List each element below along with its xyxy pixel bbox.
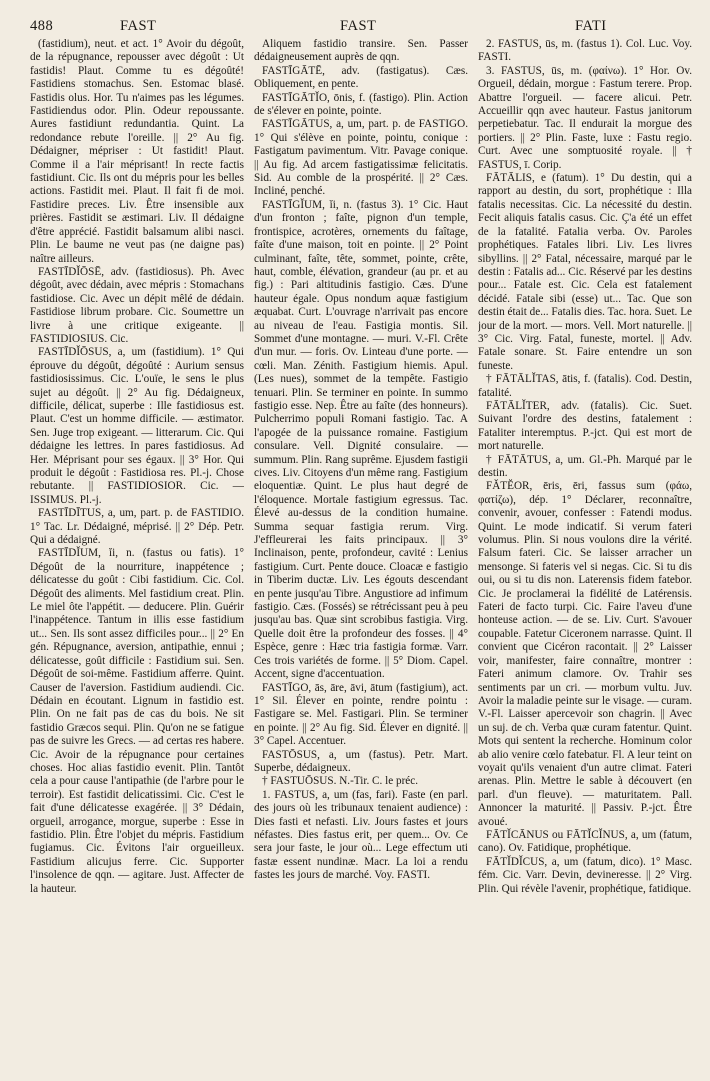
right-column [478, 38, 692, 1078]
dictionary-entry: FASTĪGO, ās, āre, āvi, ātum (fastigium), act. 1° Sil. Élever en pointe, rendre pointu : Fastigare se. Mel. Fastigari. Plin. Se terminer en pointe. || 2° Au fig. Sid. Élever en dignité. || 3° Capel. Accentuer. [254, 681, 468, 748]
dictionary-entry: FASTĪDĬŌSĒ, adv. (fastidiosus). Ph. Avec dégoût, avec dédain, avec mépris : Stomachans fastidiose. Cic. Avec un dépit mêlé de dédain. Fastidiose librum probare. Cic. Soumettre un livre à une critique exigeante. || FASTIDIOSIUS. Cic. [30, 265, 244, 345]
dictionary-entry: FASTĪDĬŌSUS, a, um (fastidium). 1° Qui éprouve du dégoût, dégoûté : Aurium sensus fastidiosissimus. Cic. L'ouïe, le sens le plus sujet au dégoût. || 2° Au fig. Dédaigneux, difficile, délicat, superbe : Ille fastidiosus est. Plaut. C'est un homme difficile. — æstimator. Sen. Juge trop exigeant. — litterarum. Cic. Qui dédaigne les lettres. In pares fastidiosus. Ad Her. Méprisant pour ses égaux. || 3° Hor. Qui produit le dégoût : Fastidiosa res. Pl.-j. Chose rebutante. || FASTIDIOSIOR. Cic. — ISSIMUS. Pl.-j. [30, 346, 244, 506]
dictionary-entry: FASTŌSUS, a, um (fastus). Petr. Mart. Superbe, dédaigneux. [254, 748, 468, 774]
dictionary-entry: † FĀTĀTUS, a, um. Gl.-Ph. Marqué par le destin. [478, 453, 692, 479]
dictionary-entry: FASTĪDĬUM, ĭi, n. (fastus ou fatis). 1° Dégoût de la nourriture, inappétence ; délicatesse du goût : Cibi fastidium. Cic. Col. Dégoût des aliments. Mel fastidium creat. Plin. Le miel ôte l'appétit. — deducere. Plin. Guérir l'inappétence. Tantum in illis esse fastidium ut... Sen. Ils sont assez difficiles pour... || 2° En gén. Répugnance, aversion, antipathie, ennui ; délicatesse, goût difficile : Fastidium sui. Sen. Dégoût de soi-même. Fastidium afferre. Quint. Causer de l'aversion. Fastidium audiendi. Cic. Dédain en écoutant. Lignum in fastidio est. Plin. On ne fait pas de cas du bois. Ne sit fastidio Græcos sequi. Plin. Qu'on ne se fatigue pas de suivre les Grecs. — ad certas res habere. Cic. Avoir de la répugnance pour certaines choses. Hoc alias fastidio evenit. Plin. Tantôt cela a pour cause l'antipathie (de l'arbre pour le terroir). Est fastidit delicatissimi. Cic. C'est le fait d'une délicatesse exagérée. || 3° Dédain, orgueil, arrogance, morgue, superbe : Esse in fastidio. Plin. Être l'objet du mépris. Fastidium fugiamus. Cic. Évitons l'air orgueilleux. Fastidium alicujus ferre. Cic. Supporter l'insolence de qqn. — agitare. Just. Affecter de la hauteur. [30, 547, 244, 895]
dictionary-entry: † FASTUŌSUS. N.-Tir. C. le préc. [262, 775, 419, 788]
running-header [30, 12, 700, 36]
dictionary-entry: FĀTĀLIS, e (fatum). 1° Du destin, qui a rapport au destin, du sort, prophétique : Illa fatalis necessitas. Cic. La nécessité du destin. Fecit aliquis fatalis casus. Cic. Ç'a été un effet de la fatalité. Fatalia verba. Ov. Paroles prophétiques. Fatales libri. Liv. Les livres sibyllins. || 2° Fatal, nécessaire, marqué par le destin : Fatalis ad... Cic. Réservé par les destins pour... Fatale est. Cic. Cela est fatalement décidé. Fatale sibi (esse) ut... Tac. Que son destin était de... Fatalis dies. Tac. hora. Suet. Le jour de la mort. — mors. Vell. Mort naturelle. || 3° Cic. Virg. Fatal, funeste, mortel. || Adv. Fatale sonare. St. Faire entendre un son funeste. [478, 172, 692, 372]
dictionary-entry: FASTĪGĀTĒ, adv. (fastigatus). Cæs. Obliquement, en pente. [254, 64, 468, 91]
left-column [30, 38, 244, 1078]
dictionary-entry: 2. FASTUS, ūs, m. (fastus 1). Col. Luc. Voy. FASTI. [478, 38, 692, 64]
dictionary-entry: FASTĪGĀTĬO, ōnis, f. (fastigo). Plin. Action de s'élever en pointe, pointe. [254, 91, 468, 118]
dictionary-entry: (fastidium), neut. et act. 1° Avoir du dégoût, de la répugnance, repousser avec dégoût : Ut fastidis! Plaut. Comme tu es dégoûté! Fastidiens stomachus. Sen. Estomac blasé. Fastidis olus. Hor. Tu n'aimes pas les légumes. Fastidiendus odor. Plin. Odeur repoussante. Aures fastidiunt redundantia. Quint. La redondance rebute l'oreille. || 2° Au fig. Dédaigner, mépriser : Ut fastidit! Plaut. Comme il a l'air méprisant! In recte factis fastidiunt. Cic. Ils ont du mépris pour les belles actions. Fastidit mei. Plaut. Il fait fi de moi. Fastidire preces. Liv. Être insensible aux prières. Fastidit se æstimari. Liv. Il dédaigne d'être apprécié. Fastidit balsamum alibi nasci. Plin. Le baume ne veut pas (ne daigne pas) naître ailleurs. [30, 38, 244, 265]
dictionary-entry: † FĀTĀLĬTAS, ātis, f. (fatalis). Cod. Destin, fatalité. [478, 373, 692, 399]
page-number: 488 [30, 18, 54, 34]
middle-column [254, 38, 468, 1078]
dictionary-entry: 1. FASTUS, a, um (fas, fari). Faste (en parl. des jours où les tribunaux tenaient audience) : Dies fasti et nefasti. Liv. Jours fastes et jours néfastes. Dies fastus erit, per quem... Ov. Ce sera jour faste, le jour où... Lege effectum uti fastæ essent nundinæ. Macr. La loi a rendu fastes les jours de marché. Voy. FASTI. [254, 788, 468, 882]
dictionary-entry: FĀTĬCĀNUS ou FĀTĬCĬNUS, a, um (fatum, cano). Ov. Fatidique, prophétique. [478, 828, 692, 855]
header-left-word: FAST [120, 18, 157, 34]
header-center-word: FAST [340, 18, 377, 34]
dictionary-entry: FASTĪDĪTUS, a, um, part. p. de FASTIDIO. 1° Tac. Lr. Dédaigné, méprisé. || 2° Dép. Petr. Qui a dédaigné. [30, 507, 244, 547]
header-right-word: FATI [575, 18, 607, 34]
dictionary-entry: FĂTĔOR, ēris, ēri, fassus sum (φάω, φατίζω), dép. 1° Déclarer, reconnaître, convenir, avouer, confesser : Fatendi modus. Quint. Le mode indicatif. Si verum fateri volumus. Plin. Si nous voulons dire la vérité. Falsum fateri. Cic. Se laisser arracher un mensonge. Si fateris vel si negas. Cic. Si tu dis oui, ou si tu dis non. Laterensis fidem fatebor. Cic. Je proclamerai la fidélité de Latérensis. Fateri de facto turpi. Cic. Faire l'aveu d'une honteuse action. — de se. Liv. Curt. S'avouer coupable. Fatetur Ciceronem narrasse. Quint. Il convient que Cicéron racontait. || 2° Laisser voir, manifester, faire connaître, montrer : Fateri animum clamore. Ov. Trahir ses sentiments par un cri. — morbum vultu. Juv. Avoir la maladie peinte sur le visage. — curam. V.-Fl. Laisser apercevoir son chagrin. || Avec un suj. de ch. Verba quæ curam fatentur. Quint. Mots qui sentent la recherche. Hominum color ab alio venire cœlo fatebatur. Fl. A leur teint on voyait qu'ils venaient d'un autre climat. Fateri arenas. Plin. Mettre le sable à découvert (en parl. d'un fleuve). — maturitatem. Pall. Annoncer la maturité. || Passiv. P.-jct. Être avoué. [478, 480, 692, 828]
dictionary-entry: FASTĪGĀTUS, a, um, part. p. de FASTIGO. 1° Qui s'élève en pointe, pointu, conique : Fastigatum pavimentum. Vitr. Pavage conique. || Au fig. Ad arcem fastigatissimæ felicitatis. Sid. Au comble de la prospérité. || 2° Cæs. Incliné, penché. [254, 118, 468, 198]
dictionary-entry: FASTĪGĬUM, ĭi, n. (fastus 3). 1° Cic. Haut d'un fronton ; faîte, pignon d'un temple, frontispice, acrotères, ornements du faîtage, faîte d'une maison, toit en pointe. || 2° Point culminant, faîte, tête, sommet, pointe, crête, haut, comble, élévation, grandeur (au pr. et au fig.) : Pari altitudinis fastigio. Cæs. D'une hauteur égale. Opus nondum aquæ fastigium æquabat. Curt. L'ouvrage n'arrivait pas encore au niveau de l'eau. Fastigia montis. Sil. Sommet d'une montagne. — muri. V.-Fl. Crête d'un mur. — foris. Ov. Linteau d'une porte. — cœli. Man. Zénith. Fastigium hiemis. Apul. (Les nues), sommet de la tempête. Fastigio tenuari. Plin. Se terminer en pointe. In summo fastigio esse. Nep. Être au faîte (des honneurs). Pulcherrimo populi Romani fastigio. Tac. A l'apogée de la puissance romaine. Fastigium consulare. Vell. Dignité consulaire. — summum. Plin. Rang suprême. Ejusdem fastigii cives. Liv. Citoyens d'un même rang. Fastigium eloquentiæ. Quint. Le plus haut degré de l'éloquence. Mortale fastigium egressus. Tac. Élevé au-dessus de la condition humaine. Summa sequar fastigia rerum. Virg. J'effleurerai les faits principaux. || 3° Inclinaison, pente, profondeur, cavité : Lenius fastigium. Curt. Pente douce. Cloacæ e fastigio in Tiberim ductæ. Liv. Les égouts descendant en pente jusqu'au Tibre. Angustiore ad infimum fastigio. Cæs. (Fossés) se rétrécissant peu à peu jusqu'au bas. Quæ sint scrobibus fastigia. Virg. Quelle doit être la profondeur des fosses. || 4° Espèce, genre : Hæc tria fastigia formæ. Varr. Ces trois variétés de forme. || 5° Diom. Capel. Accent, signe d'accentuation. [254, 198, 468, 681]
dictionary-entry: FĀTĀLĬTER, adv. (fatalis). Cic. Suet. Suivant l'ordre des destins, fatalement : Fataliter interemptus. P.-jct. Qui est mort de mort naturelle. [478, 399, 692, 453]
dictionary-entry: 3. FASTUS, ūs, m. (φαίνω). 1° Hor. Ov. Orgueil, dédain, morgue : Fastum terere. Prop. Abattre l'orgueil. — facere alicui. Petr. Accueillir qqn avec hauteur. Fastus janitorum perpetiebatur. Tac. Il endurait la morgue des portiers. || 2° Plin. Faste, luxe : Fastu regio. Curt. Avec une somptuosité royale. || † FASTUS, ī. Corip. [478, 64, 692, 171]
dictionary-entry: Aliquem fastidio transire. Sen. Passer dédaigneusement auprès de qqn. [254, 38, 468, 64]
text-columns [30, 38, 700, 1078]
dictionary-entry: FĀTĬDĬCUS, a, um (fatum, dico). 1° Masc. fém. Cic. Varr. Devin, devineresse. || 2° Virg. Plin. Qui révèle l'avenir, prophétique, fatidique. [478, 855, 692, 895]
